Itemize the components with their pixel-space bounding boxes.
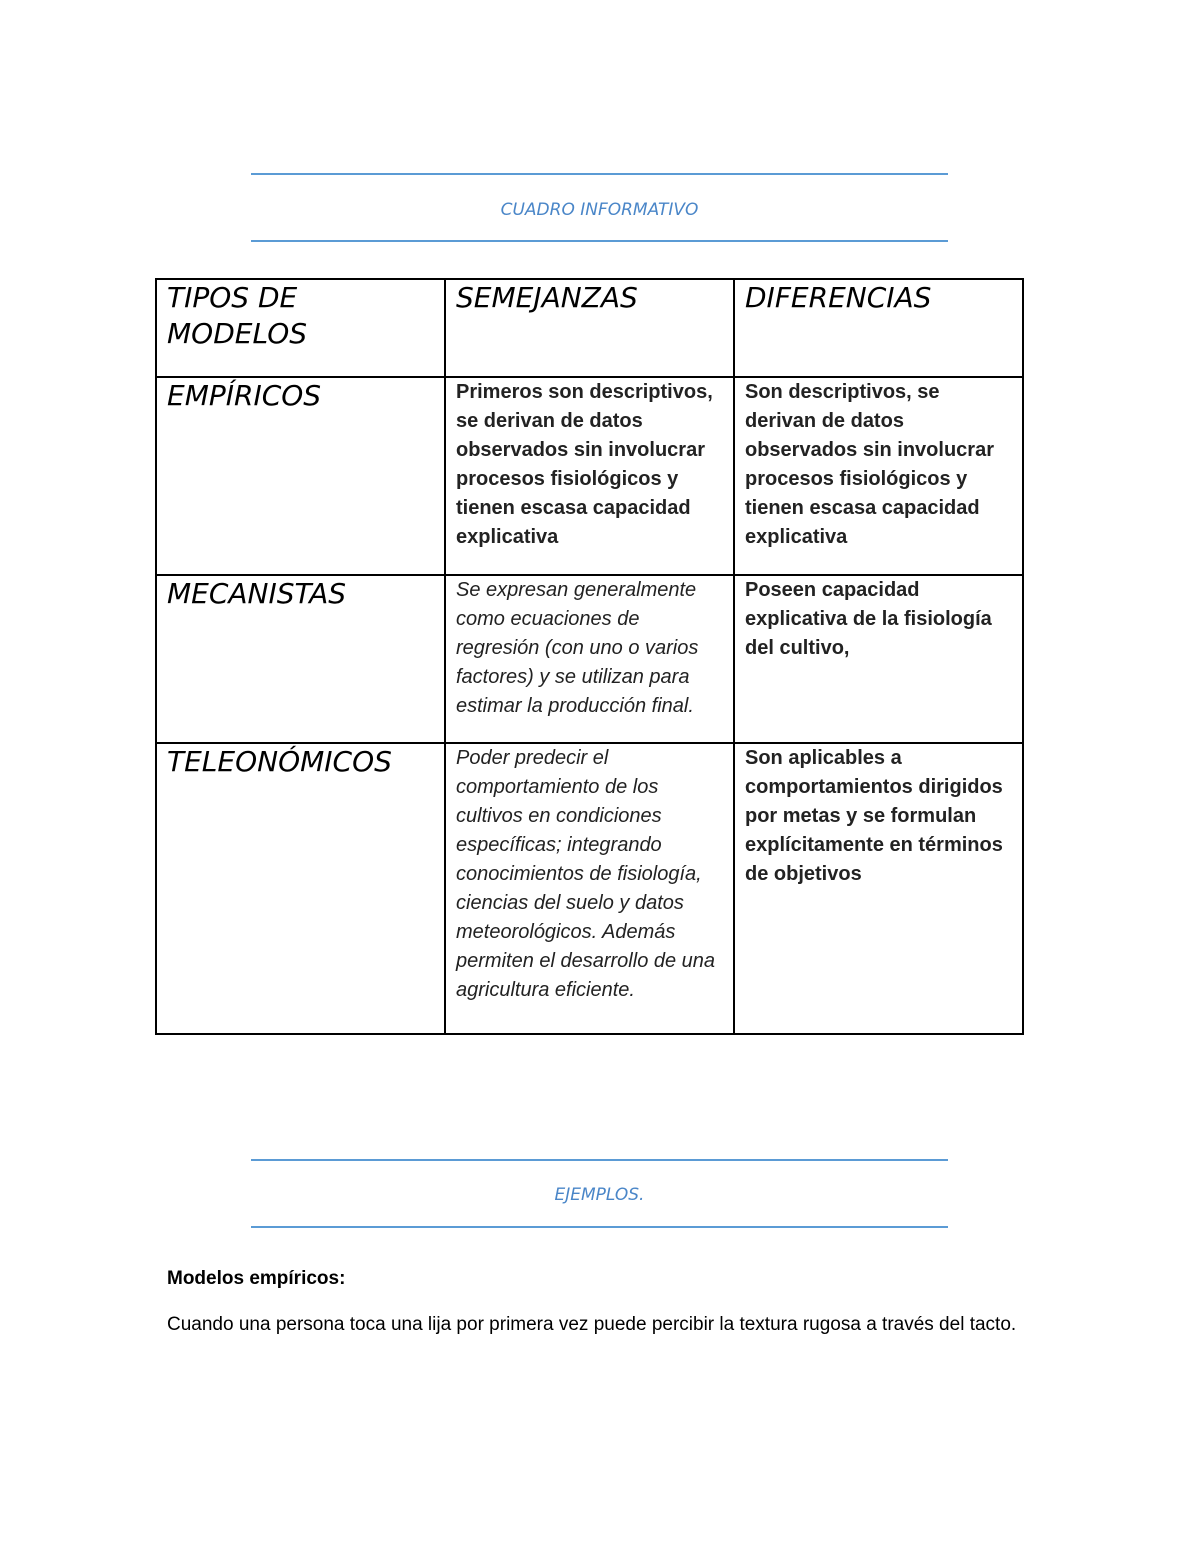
diferencias-cell: Poseen capacidad explicativa de la fisiología del cultivo, — [734, 575, 1023, 743]
table-row — [156, 743, 1023, 1034]
quote-bottom-rule — [251, 240, 948, 242]
semejanzas-cell: Primeros son descriptivos, se derivan de datos observados sin involucrar procesos fisiológicos y tienen escasa capacidad explicativa — [445, 377, 734, 575]
section-heading: EJEMPLOS. — [554, 1185, 645, 1205]
intense-quote-cuadro — [251, 173, 948, 242]
semejanzas-cell: Poder predecir el comportamiento de los cultivos en condiciones específicas; integrando conocimientos de fisiología, ciencias del suelo y datos meteorológicos. Además permiten el desarrollo de una agricultura eficiente. — [445, 743, 734, 1034]
subsection-title: Modelos empíricos: — [167, 1268, 346, 1289]
model-type-cell: MECANISTAS — [156, 575, 445, 743]
section-heading: CUADRO INFORMATIVO — [500, 200, 699, 220]
table-row — [156, 377, 1023, 575]
diferencias-cell: Son aplicables a comportamientos dirigidos por metas y se formulan explícitamente en términos de objetivos — [734, 743, 1023, 1034]
model-type-cell: EMPÍRICOS — [156, 377, 445, 575]
body-paragraph: Cuando una persona toca una lija por primera vez puede percibir la textura rugosa a través del tacto. — [167, 1314, 1017, 1335]
header-cell: SEMEJANZAS — [445, 279, 734, 377]
header-cell: TIPOS DE MODELOS — [156, 279, 445, 377]
table-row — [156, 575, 1023, 743]
diferencias-cell: Son descriptivos, se derivan de datos observados sin involucrar procesos fisiológicos y tienen escasa capacidad explicativa — [734, 377, 1023, 575]
model-type-cell: TELEONÓMICOS — [156, 743, 445, 1034]
intense-quote-ejemplos — [251, 1159, 948, 1228]
quote-bottom-rule — [251, 1226, 948, 1228]
table-header-row — [156, 279, 1023, 377]
semejanzas-cell: Se expresan generalmente como ecuaciones de regresión (con uno o varios factores) y se utilizan para estimar la producción final. — [445, 575, 734, 743]
comparison-table — [155, 278, 1024, 1035]
header-cell: DIFERENCIAS — [734, 279, 1023, 377]
